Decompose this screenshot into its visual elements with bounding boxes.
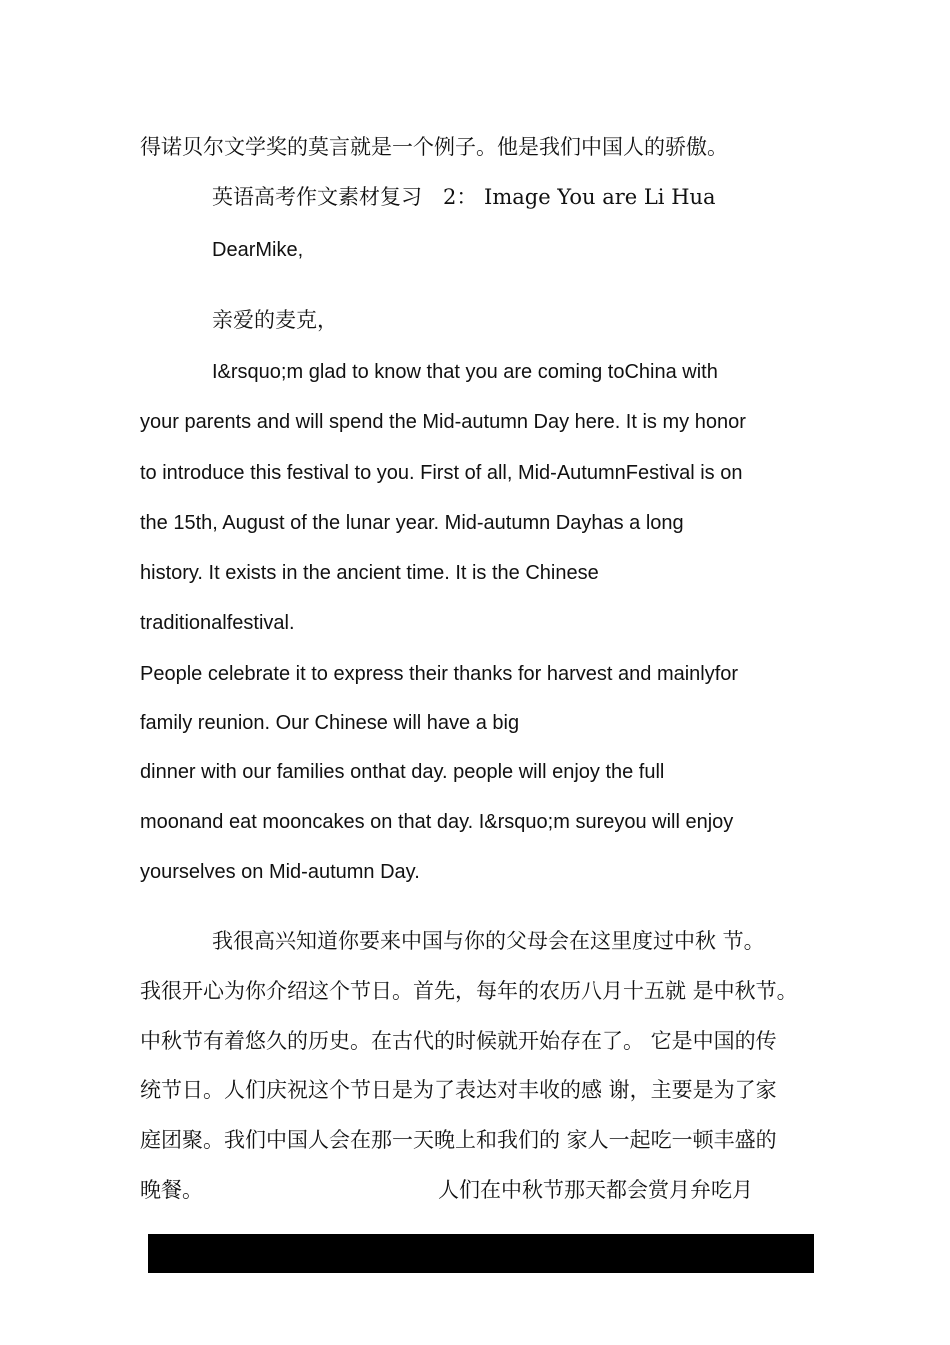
section-heading: 英语高考作文素材复习 2： Image You are Li Hua [212, 185, 716, 209]
english-paragraph-line: moonand eat mooncakes on that day. I&rsquo;m sureyou will enjoy [140, 811, 734, 833]
english-paragraph-line: the 15th, August of the lunar year. Mid-autumn Dayhas a long [140, 512, 684, 534]
english-paragraph-line: yourselves on Mid-autumn Day. [140, 861, 420, 883]
chinese-paragraph-line: 人们在中秋节那天都会赏月弁吃月 [438, 1178, 753, 1202]
chinese-paragraph-line: 晚餐。 [140, 1178, 203, 1202]
chinese-paragraph-line: 我很高兴知道你要来中国与你的父母会在这里度过中秋 节。 [212, 929, 765, 953]
chinese-paragraph-line: 统节日。人们庆祝这个节日是为了表达对丰收的感 谢，主要是为了家 [140, 1078, 777, 1102]
redaction-bar [148, 1234, 814, 1273]
greeting-zh: 亲爱的麦克， [212, 308, 338, 332]
greeting-en: DearMike, [212, 239, 304, 261]
english-paragraph-line: your parents and will spend the Mid-autumn Day here. It is my honor [140, 411, 746, 433]
chinese-paragraph-line: 庭团聚。我们中国人会在那一天晚上和我们的 家人一起吃一顿丰盛的 [140, 1128, 777, 1152]
english-paragraph-line: People celebrate it to express their thanks for harvest and mainlyfor [140, 663, 739, 685]
english-paragraph-line: dinner with our families onthat day. people will enjoy the full [140, 761, 665, 783]
intro-line: 得诺贝尔文学奖的莫言就是一个例子。他是我们中国人的骄傲。 [140, 135, 728, 159]
english-paragraph-line: history. It exists in the ancient time. It is the Chinese [140, 562, 599, 584]
english-paragraph-line: family reunion. Our Chinese will have a big [140, 712, 520, 734]
english-paragraph-line: I&rsquo;m glad to know that you are coming toChina with [212, 361, 718, 383]
chinese-paragraph-line: 中秋节有着悠久的历史。在古代的时候就开始存在了。 它是中国的传 [140, 1029, 777, 1053]
english-paragraph-line: to introduce this festival to you. First of all, Mid-AutumnFestival is on [140, 462, 743, 484]
english-paragraph-line: traditionalfestival. [140, 612, 295, 634]
chinese-paragraph-line: 我很开心为你介绍这个节日。首先，每年的农历八月十五就 是中秋节。 [140, 979, 798, 1003]
